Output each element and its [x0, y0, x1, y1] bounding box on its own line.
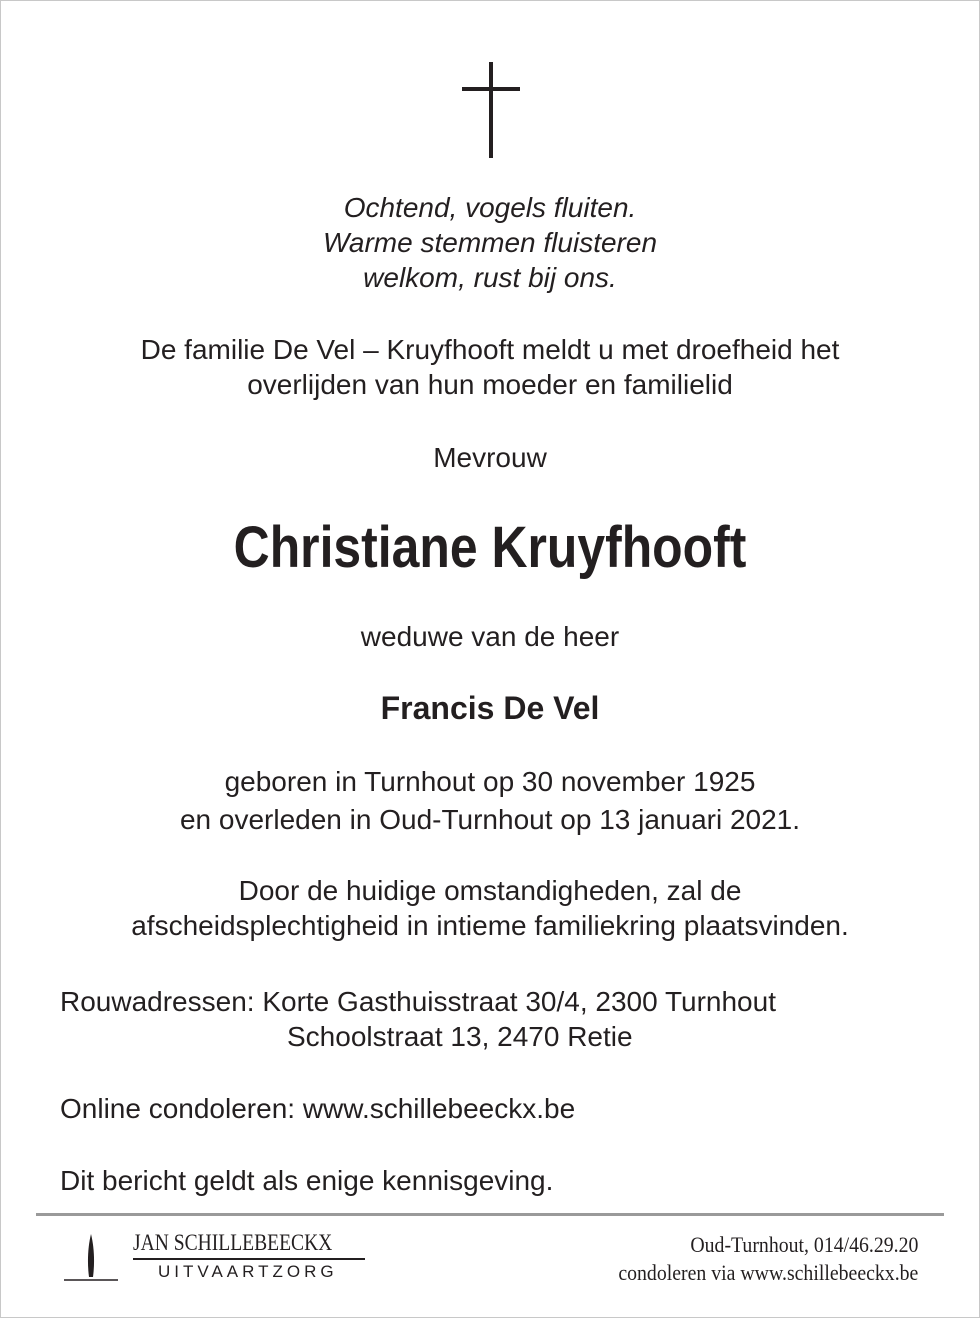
poem-line: Ochtend, vogels fluiten.	[343, 192, 637, 223]
poem-line: Warme stemmen fluisteren	[322, 227, 658, 258]
salutation: Mevrouw	[433, 442, 547, 473]
relation: weduwe van de heer	[360, 621, 620, 652]
ceremony-line: afscheidsplechtigheid in intieme familiekring plaatsvinden.	[131, 910, 849, 941]
address-line: Schoolstraat 13, 2470 Retie	[287, 1021, 633, 1052]
logo-divider	[133, 1258, 365, 1260]
dates-line: en overleden in Oud-Turnhout op 13 januari 2021.	[179, 804, 801, 835]
deceased-name: Christiane Kruyfhooft	[233, 515, 747, 580]
announcement-line: overlijden van hun moeder en familielid	[247, 369, 733, 400]
cross-icon	[462, 62, 520, 158]
ceremony-line: Door de huidige omstandigheden, zal de	[238, 875, 742, 906]
footer-condolences: condoleren via www.schillebeeckx.be	[617, 1260, 918, 1285]
funeral-home-subtitle: UITVAARTZORG	[158, 1262, 338, 1281]
address-line: Rouwadressen: Korte Gasthuisstraat 30/4, 2300 Turnhout	[60, 986, 776, 1017]
spouse-name: Francis De Vel	[380, 690, 600, 726]
online-condolences: Online condoleren: www.schillebeeckx.be	[60, 1093, 576, 1124]
dates-line: geboren in Turnhout op 30 november 1925	[224, 766, 756, 797]
divider	[36, 1213, 944, 1216]
funeral-home-name: JAN SCHILLEBEECKX	[133, 1230, 333, 1255]
cypress-tree-icon	[64, 1232, 118, 1282]
poem-line: welkom, rust bij ons.	[363, 262, 617, 293]
footer-contact: Oud-Turnhout, 014/46.29.20	[689, 1232, 918, 1257]
announcement-line: De familie De Vel – Kruyfhooft meldt u met droefheid het	[140, 334, 840, 365]
notice: Dit bericht geldt als enige kennisgeving.	[60, 1165, 554, 1196]
